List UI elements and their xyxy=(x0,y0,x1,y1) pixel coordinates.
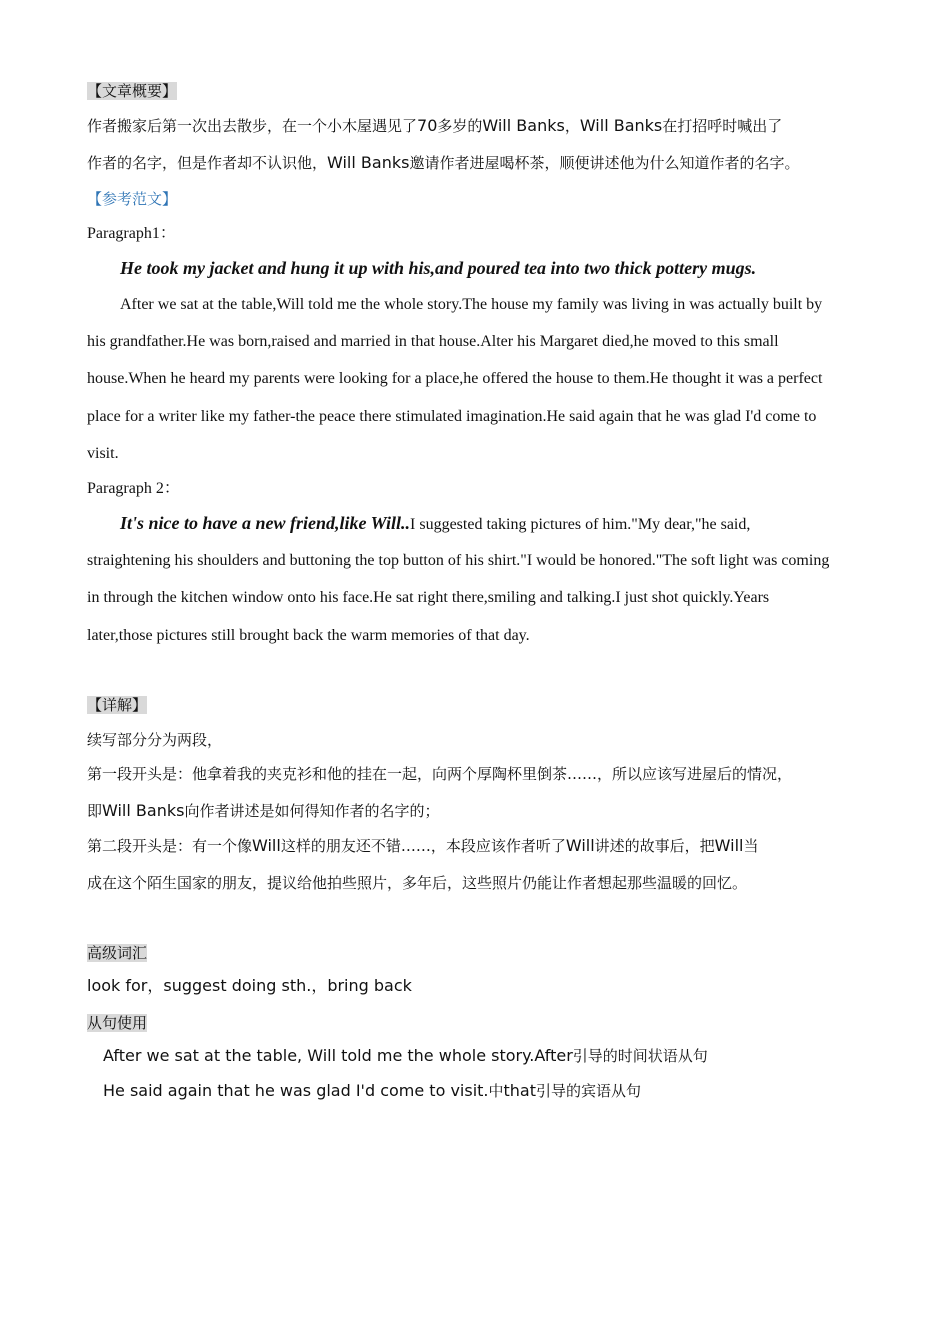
detail-heading: 【详解】 xyxy=(87,696,148,714)
vocab-heading: 高级词汇 xyxy=(87,944,148,962)
detail-line-1: 续写部分分为两段， xyxy=(87,731,223,749)
paragraph2-line-2: straightening his shoulders and buttoning the top button of his shirt."I would be honored."The soft light was coming xyxy=(87,552,830,569)
summary-heading: 【文章概要】 xyxy=(87,82,178,100)
paragraph1-line-4: place for a writer like my father-the peace there stimulated imagination.He said again that he was glad I'd come to xyxy=(87,408,817,425)
paragraph1-opening: He took my jacket and hung it up with his,and poured tea into two thick pottery mugs. xyxy=(120,258,757,278)
summary-line-1: 作者搬家后第一次出去散步，在一个小木屋遇见了70多岁的Will Banks，Will Banks在打招呼时喊出了 xyxy=(87,116,783,135)
paragraph1-line-3: house.When he heard my parents were looking for a place,he offered the house to them.He thought it was a perfect xyxy=(87,370,823,387)
detail-line-3: 即Will Banks向作者讲述是如何得知作者的名字的； xyxy=(87,801,440,820)
reference-heading: 【参考范文】 xyxy=(87,190,178,208)
summary-line-2: 作者的名字，但是作者却不认识他，Will Banks邀请作者进屋喝杯茶，顺便讲述他为什么知道作者的名字。 xyxy=(87,153,800,172)
detail-line-5: 成在这个陌生国家的朋友，提议给他拍些照片，多年后，这些照片仍能让作者想起那些温暖的回忆。 xyxy=(87,874,748,892)
paragraph2-opening: It's nice to have a new friend,like Will.. xyxy=(120,513,411,533)
paragraph1-line-1: After we sat at the table,Will told me the whole story.The house my family was living in was actually built by xyxy=(120,296,823,313)
paragraph1-line-2: his grandfather.He was born,raised and married in that house.Alter his Margaret died,he moved to this small xyxy=(87,333,779,350)
paragraph2-label: Paragraph 2： xyxy=(87,480,180,497)
clauses-heading: 从句使用 xyxy=(87,1014,148,1032)
clause-2: He said again that he was glad I'd come to visit.中that引导的宾语从句 xyxy=(103,1081,642,1100)
paragraph2-line-1: It's nice to have a new friend,like Will..I suggested taking pictures of him."My dear,"he said, xyxy=(120,513,751,533)
vocab-items: look for，suggest doing sth.，bring back xyxy=(87,976,412,995)
paragraph1-label: Paragraph1： xyxy=(87,225,176,242)
detail-line-2: 第一段开头是：他拿着我的夹克衫和他的挂在一起，向两个厚陶杯里倒茶……，所以应该写进屋后的情况， xyxy=(87,765,793,783)
detail-line-4: 第二段开头是：有一个像Will这样的朋友还不错……，本段应该作者听了Will讲述的故事后，把Will当 xyxy=(87,836,759,855)
paragraph2-line-4: later,those pictures still brought back the warm memories of that day. xyxy=(87,627,530,644)
paragraph2-line-3: in through the kitchen window onto his face.He sat right there,smiling and talking.I just shot quickly.Years xyxy=(87,589,770,606)
clause-1: After we sat at the table, Will told me the whole story.After引导的时间状语从句 xyxy=(103,1046,708,1065)
paragraph1-line-5: visit. xyxy=(87,445,119,462)
